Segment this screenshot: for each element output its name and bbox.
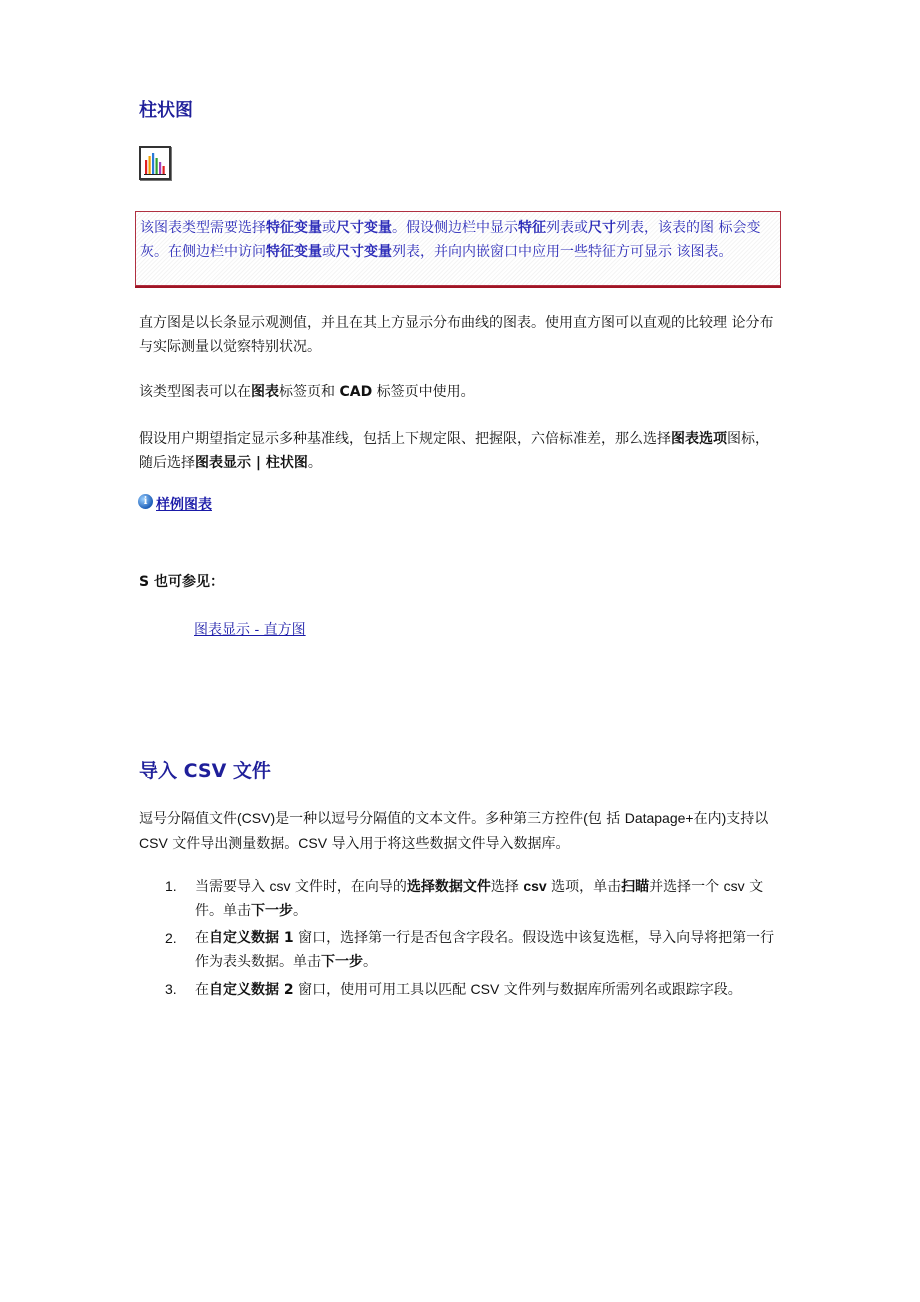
info-icon: i xyxy=(138,494,153,509)
section-title-bar-chart: 柱状图 xyxy=(139,100,193,121)
paragraph-histogram-description: 直方图是以长条显示观测值，并且在其上方显示分布曲线的图表。使用直方图可以直观的比较理 论分布与实际测量以觉察特别状况。 xyxy=(139,315,774,355)
paragraph-usage-tabs: 该类型图表可以在图表标签页和 CAD 标签页中使用。 xyxy=(139,384,475,400)
see-also-link-histogram[interactable]: 图表显示 - 直方图 xyxy=(194,622,306,638)
note-box: 该图表类型需要选择特征变量或尺寸变量。假设侧边栏中显示特征列表或尺寸列表，该表的图 标会变灰。在侧边栏中访问特征变量或尺寸变量列表，并向内嵌窗口中应用一些特征方可显示 该图表。 xyxy=(135,211,781,286)
import-steps-list xyxy=(165,874,785,1005)
paragraph-baselines: 假设用户期望指定显示多种基准线，包括上下规定限、把握限，六倍标准差，那么选择图表选项图标，随后选择图表显示 | 柱状图。 xyxy=(139,431,769,471)
list-item: 1. 当需要导入 csv 文件时，在向导的选择数据文件选择 csv 选项，单击扫瞄并选择一个 csv 文件。单击下一步。 xyxy=(165,878,764,919)
see-also-heading: S 也可参见： xyxy=(139,574,224,590)
sample-chart-link-row xyxy=(138,494,212,514)
paragraph-csv-description: 逗号分隔值文件(CSV)是一种以逗号分隔值的文本文件。多种第三方控件(包 括 Datapage+在内)支持以 CSV 文件导出测量数据。CSV 导入用于将这些数据文件导入数据库。 xyxy=(139,810,769,852)
bar-chart-icon xyxy=(139,146,171,180)
list-item: 3. 在自定义数据 2 窗口，使用可用工具以匹配 CSV 文件列与数据库所需列名或跟踪字段。 xyxy=(165,981,742,998)
list-item: 2. 在自定义数据 1 窗口，选择第一行是否包含字段名。假设选中该复选框，导入向导将把第一行作为表头数据。单击下一步。 xyxy=(165,930,775,970)
section-title-import-csv: 导入 CSV 文件 xyxy=(139,760,271,782)
sample-chart-link[interactable]: 样例图表 xyxy=(156,497,212,513)
